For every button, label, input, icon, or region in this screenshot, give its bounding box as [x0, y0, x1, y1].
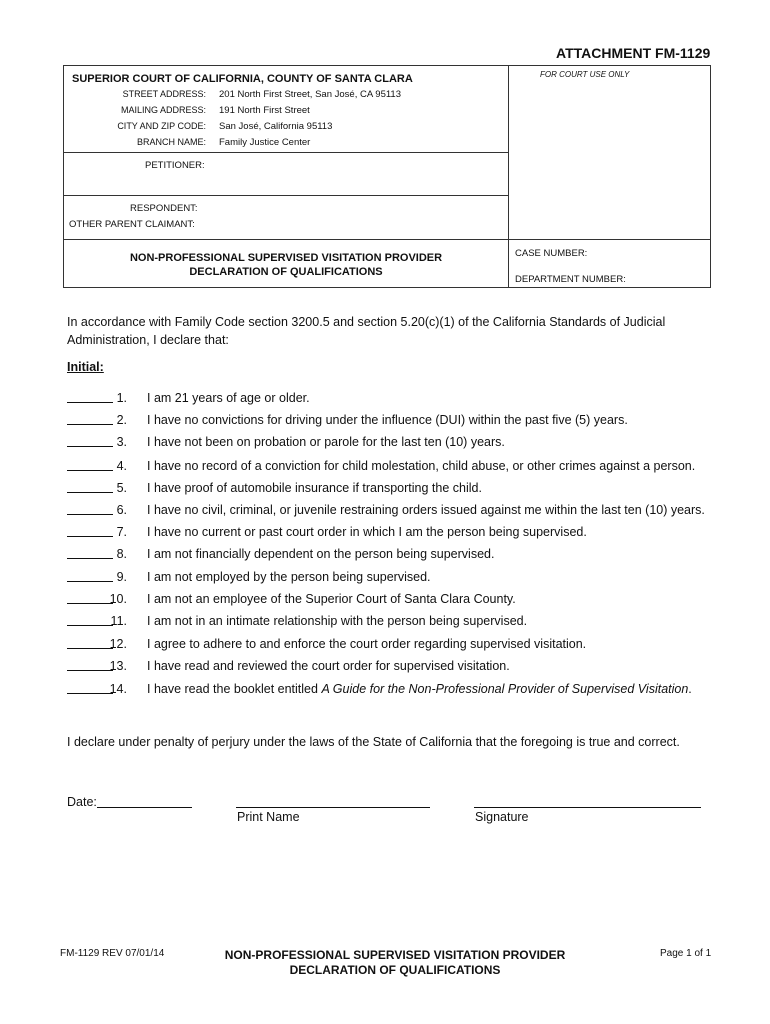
item-number-13: 13.: [109, 659, 127, 673]
form-title: [63, 251, 509, 279]
item-text-9: I am not employed by the person being supervised.: [147, 570, 431, 584]
item-number-1: 1.: [116, 391, 127, 405]
item-14-suffix: .: [688, 682, 692, 696]
signature-label: Signature: [475, 810, 529, 824]
respondent-label: RESPONDENT:: [130, 203, 198, 214]
item-text-14: [147, 682, 692, 696]
form-title-line-1: NON-PROFESSIONAL SUPERVISED VISITATION PROVIDER: [129, 252, 443, 264]
item-number-2: 2.: [116, 413, 127, 427]
petitioner-label: PETITIONER:: [145, 160, 205, 171]
item-number-6: 6.: [116, 503, 127, 517]
item-number-8: 8.: [116, 547, 127, 561]
item-14-prefix: I have read the booklet entitled: [147, 682, 322, 696]
address-divider: [63, 152, 508, 153]
intro-line-1: In accordance with Family Code section 3200.5 and section 5.20(c)(1) of the California Standards of Judicial: [67, 315, 666, 329]
booklet-title: A Guide for the Non-Professional Provider of Supervised Visitation: [321, 682, 689, 696]
court-name: SUPERIOR COURT OF CALIFORNIA, COUNTY OF SANTA CLARA: [72, 73, 413, 85]
item-number-11: 11.: [110, 614, 127, 628]
item-text-10: I am not an employee of the Superior Court of Santa Clara County.: [147, 592, 516, 606]
city-zip-label: CITY AND ZIP CODE:: [117, 121, 206, 131]
other-parent-claimant-label: OTHER PARENT CLAIMANT:: [69, 219, 195, 230]
date-line[interactable]: [97, 807, 192, 808]
street-address-value: 201 North First Street, San José, CA 95113: [219, 89, 402, 100]
page-number: Page 1 of 1: [660, 948, 712, 959]
branch-name-value: Family Justice Center: [219, 137, 311, 148]
item-text-8: I am not financially dependent on the person being supervised.: [147, 547, 495, 561]
print-name-line[interactable]: [236, 807, 430, 808]
signature-line[interactable]: [474, 807, 701, 808]
item-text-13: I have read and reviewed the court order for supervised visitation.: [147, 659, 510, 673]
item-text-4: I have no record of a conviction for child molestation, child abuse, or other crimes against a person.: [147, 459, 696, 473]
for-court-use-only-label: FOR COURT USE ONLY: [540, 70, 630, 79]
item-number-10: 10.: [109, 592, 127, 606]
item-number-7: 7.: [116, 525, 127, 539]
title-divider: [63, 239, 711, 240]
intro-paragraph: [67, 313, 717, 349]
item-number-4: 4.: [116, 459, 127, 473]
item-text-5: I have proof of automobile insurance if transporting the child.: [147, 481, 482, 495]
footer-title-line-2: DECLARATION OF QUALIFICATIONS: [289, 963, 501, 977]
item-text-12: I agree to adhere to and enforce the court order regarding supervised visitation.: [147, 637, 587, 651]
item-number-12: 12.: [109, 637, 127, 651]
city-zip-value: San José, California 95113: [219, 121, 333, 132]
item-text-1: I am 21 years of age or older.: [147, 391, 310, 405]
mailing-address-value: 191 North First Street: [219, 105, 310, 116]
petitioner-divider: [63, 195, 508, 196]
item-text-7: I have no current or past court order in which I am the person being supervised.: [147, 525, 587, 539]
footer-title: [200, 948, 590, 978]
date-label: Date:: [67, 795, 97, 809]
item-number-14: 14.: [109, 682, 127, 696]
case-number-label: CASE NUMBER:: [515, 248, 588, 259]
form-number: FM-1129 REV 07/01/14: [60, 948, 165, 959]
item-number-3: 3.: [116, 435, 127, 449]
branch-name-label: BRANCH NAME:: [136, 137, 206, 147]
perjury-statement: I declare under penalty of perjury under the laws of the State of California that the foregoing is true and correct.: [67, 735, 680, 749]
item-text-6: I have no civil, criminal, or juvenile restraining orders issued against me within the last ten (10) years.: [147, 503, 705, 517]
department-number-label: DEPARTMENT NUMBER:: [515, 274, 626, 285]
item-text-2: I have no convictions for driving under the influence (DUI) within the past five (5) years.: [147, 413, 628, 427]
intro-line-2: Administration, I declare that:: [67, 333, 229, 347]
item-text-11: I am not in an intimate relationship with the person being supervised.: [147, 614, 528, 628]
form-title-line-2: DECLARATION OF QUALIFICATIONS: [189, 266, 383, 278]
print-name-label: Print Name: [237, 810, 300, 824]
mailing-address-label: MAILING ADDRESS:: [120, 105, 206, 115]
item-text-3: I have not been on probation or parole for the last ten (10) years.: [147, 435, 505, 449]
attachment-title: ATTACHMENT FM-1129: [556, 45, 711, 61]
item-number-5: 5.: [116, 481, 127, 495]
street-address-label: STREET ADDRESS:: [122, 89, 206, 99]
initial-heading: Initial:: [67, 360, 104, 374]
item-number-9: 9.: [116, 570, 127, 584]
footer-title-line-1: NON-PROFESSIONAL SUPERVISED VISITATION PROVIDER: [224, 948, 566, 962]
